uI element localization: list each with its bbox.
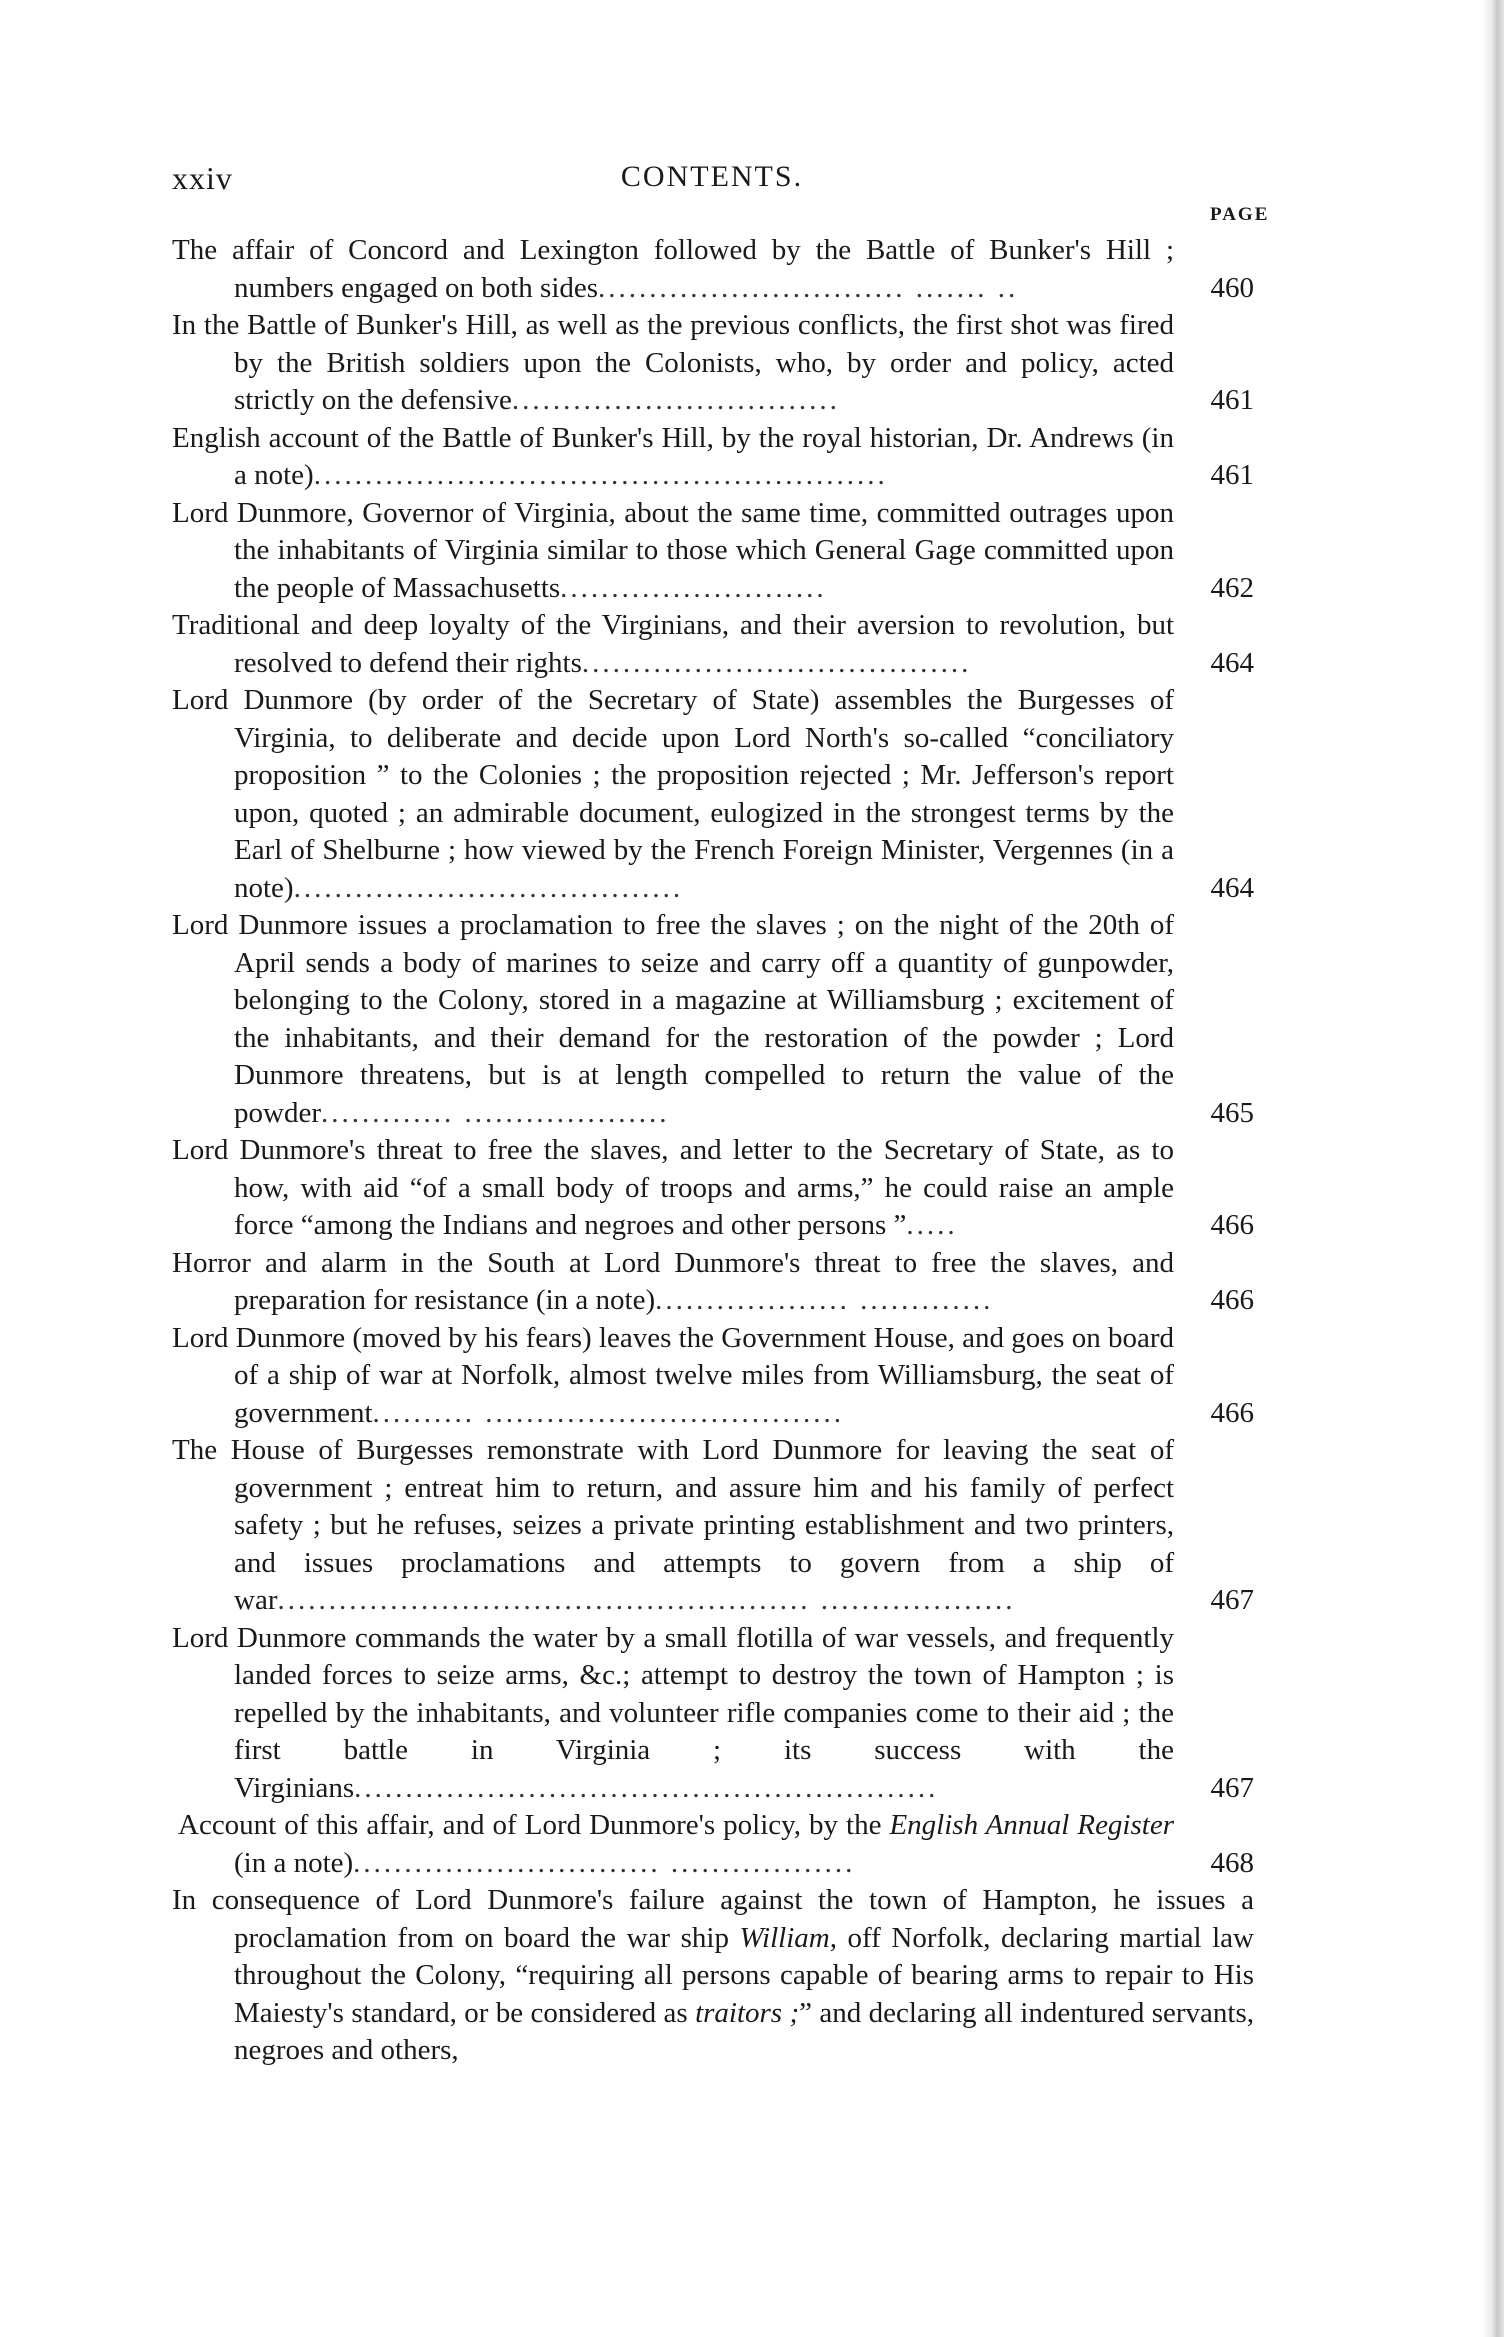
dot-leader: ...................................... [581,646,972,679]
entry-text: In consequence of Lord Dunmore's failure against the town of Hampton, he issues a proclamation from on board the war ship [172,1884,1254,1954]
dot-leader: ................................ [511,384,840,416]
contents-list [172,232,1254,2070]
entry-text-italic: English Annual Register [889,1809,1174,1841]
entry-page-number: 467 [1210,1584,1254,1616]
entry-page-number: 460 [1210,271,1254,304]
page-folio: xxiv [172,160,233,196]
dot-leader: .............................. .................. [353,1846,856,1879]
entry-text: Lord Dunmore, Governor of Virginia, about the same time, committed outrages upon the inhabitants of Virginia similar to those which General Gage committed upon the people of Massachusetts [172,496,1174,604]
entry-page-number: 467 [1210,1771,1254,1804]
page-column-label: PAGE [1210,204,1270,225]
contents-entry [172,307,1254,420]
contents-entry [172,495,1254,608]
dot-leader: ........................................................ [313,459,888,491]
entry-page-number: 466 [1210,1209,1254,1241]
contents-entry [172,682,1254,907]
entry-page-number: 468 [1210,1846,1254,1879]
entry-text: Lord Dunmore (by order of the Secretary of State) assembles the Burgesses of Virginia, to deliberate and decide upon Lord North's so-called “conciliatory proposition ” to the Colonies ; the proposition rejected ; Mr. Jefferson's report upon, quoted ; an admirable document, eulogized in the strongest terms by the Earl of Shelburne ; how viewed by the French Foreign Minister, Vergennes (in a note) [172,684,1174,904]
entry-text: Account of this affair, and of Lord Dunmore's policy, by the [178,1809,890,1841]
entry-page-number: 464 [1210,871,1254,904]
entry-text: (in a note) [234,1846,354,1879]
contents-entry [172,420,1254,495]
entry-text: Lord Dunmore commands the water by a small flotilla of war vessels, and frequently landed forces to seize arms, &c.; attempt to destroy the town of Hampton ; is repelled by the inhabitants, and volunteer rifle companies come to their aid ; the first battle in Virginia ; its success with the Virginians [172,1621,1174,1804]
entry-page-number: 461 [1210,384,1254,416]
page-header [172,160,1252,200]
dot-leader: .......... ................................... [372,1396,845,1429]
entry-page-number: 461 [1210,459,1254,491]
contents-entry [172,1807,1254,1882]
running-title: CONTENTS. [620,160,804,193]
dot-leader: .................................................... ................... [277,1584,1016,1616]
contents-entry [172,232,1254,307]
entry-text: In the Battle of Bunker's Hill, as well as the previous conflicts, the first shot was fired by the British soldiers upon the Colonists, who, by order and policy, acted strictly on the defensive [172,309,1174,416]
entry-text: English account of the Battle of Bunker's Hill, by the royal historian, Dr. Andrews (in a note) [172,421,1174,491]
entry-text-italic: traitors ; [695,1996,800,2029]
dot-leader: ...................................... [293,871,684,904]
entry-text: Lord Dunmore (moved by his fears) leaves the Government House, and goes on board of a ship of war at Norfolk, almost twelve miles from Williamsburg, the seat of government [172,1321,1174,1429]
dot-leader: ............. .................... [320,1096,670,1129]
entry-page-number: 462 [1210,571,1254,604]
dot-leader: .......................... [560,571,827,604]
entry-text: ” and declaring all indentured servants, negroes and others, [234,1996,1254,2066]
entry-page-number: 466 [1210,1284,1254,1316]
entry-page-number: 464 [1210,646,1254,679]
entry-text-italic: William, [739,1921,837,1954]
entry-text: off Norfolk, declaring martial law throughout the Colony, “requiring all persons capable of bearing arms to repair to His Maiesty's standard, or be considered as [234,1921,1254,2029]
entry-text: Horror and alarm in the South at Lord Dunmore's threat to free the slaves, and preparation for resistance (in a note) [172,1246,1174,1316]
contents-entry [172,607,1254,682]
contents-entry [172,1432,1254,1620]
dot-leader: .............................. ....... .. [598,271,1019,304]
dot-leader: ......................................................... [354,1771,939,1804]
entry-page-number: 466 [1210,1396,1254,1429]
contents-entry [172,907,1254,1132]
entry-text: Lord Dunmore issues a proclamation to free the slaves ; on the night of the 20th of April sends a body of marines to seize and carry off a quantity of gunpowder, belonging to the Colony, stored in a magazine at Williamsburg ; excitement of the inhabitants, and their demand for the restoration of the powder ; Lord Dunmore threatens, but is at length compelled to return the value of the powder [172,909,1174,1129]
contents-entry [172,1620,1254,1808]
entry-text: Lord Dunmore's threat to free the slaves, and letter to the Secretary of State, as to how, with aid “of a small body of troops and arms,” he could raise an ample force “among the Indians and negroes and other persons ” [172,1134,1174,1241]
entry-text: Traditional and deep loyalty of the Virginians, and their aversion to revolution, but resolved to defend their rights [172,609,1174,679]
contents-entry [172,1882,1254,2070]
contents-entry [172,1320,1254,1433]
contents-entry [172,1132,1254,1245]
dot-leader: ................... ............. [655,1284,994,1316]
contents-entry [172,1245,1254,1320]
page-edge-shadow [1482,0,1504,2337]
dot-leader: ..... [906,1209,958,1241]
entry-text: The House of Burgesses remonstrate with Lord Dunmore for leaving the seat of government ; entreat him to return, and assure him and his family of perfect safety ; but he refuses, seizes a private printing establishment and two printers, and issues proclamations and attempts to govern from a ship of war [172,1434,1174,1616]
entry-page-number: 465 [1210,1096,1254,1129]
entry-text: The affair of Concord and Lexington followed by the Battle of Bunker's Hill ; numbers engaged on both sides [172,234,1174,304]
